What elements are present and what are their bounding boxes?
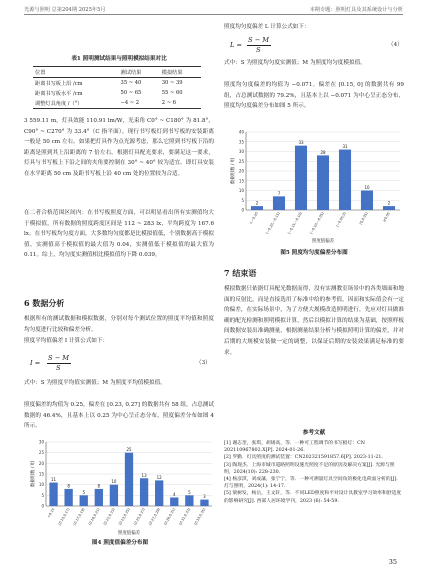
table-cell: 50 ~ 65 bbox=[120, 90, 142, 96]
page-number: 35 bbox=[388, 558, 397, 566]
y-tick-label: 15 bbox=[238, 178, 244, 184]
formula-numerator: S − M bbox=[248, 36, 269, 44]
left-paragraph-3: 根据所有的测试数据和模拟数据，分别对每个测试位置的照度平均值和照度均匀度进行比较和偏差分析。 bbox=[24, 316, 214, 333]
left-paragraph-2: 在二者合格范围区间内：在书写板照度方面，可以明显看出所有实测值均大于模拟值，所有数据的照度跨度区间是 112 ~ 283 lx，平均跨度为 167.6 lx。在书写板均匀度方面，大多数均匀度都是比模拟值低，个别数据高于模拟值。实测值高于模拟值的最大值为 0.04，实测值低于模拟值的最大值为 0.11。综上，均匀度实测值相比模拟值均下降 0.039。 bbox=[24, 210, 214, 259]
data-label: 12 bbox=[156, 474, 162, 480]
right-paragraph-1: 照度均匀度偏差 L 计算公式如下： bbox=[224, 24, 310, 30]
figure-4-caption: 图4 照度值偏差分布图 bbox=[91, 540, 149, 546]
x-tick-label: [0.31,0.33) bbox=[178, 507, 192, 526]
figure-4-chart bbox=[24, 436, 216, 536]
bar bbox=[185, 495, 193, 506]
data-label: 3 bbox=[203, 494, 206, 500]
y-tick-label: 25 bbox=[238, 158, 244, 164]
table-header-cell: 位置 bbox=[35, 69, 46, 76]
reference-item: [5] 梁树发，杨岳，王文轩，等．不同LED照度和平对设计具教室学习效率和舒适度的影响研究[J]. 西部人居环境学刊，2023 (6): 54-59. bbox=[224, 491, 402, 504]
y-tick-label: 10 bbox=[38, 482, 44, 488]
data-label: 11 bbox=[50, 477, 57, 483]
left-paragraph-1: 3 559.11 m，灯具效能 110.91 lm/W，光束角 C0° ~ C180° 为 81.8°，C90° ~ C270° 为 33.4°（C 指平面）。现行书写板灯到书写板的安装距离一般是 50 cm 左右。如果把灯具作为点光源考虑，那么它照到书写板下沿的距离是照到其上沿距离的 7 倍左右。根据灯具配光要求，要满足这一要求，灯具与书写板上下沿之间的夹角要控制在 30° ~ 40° 较为适宜。即灯具安装在水平距离 50 cm 及距书写板上沿 40 cm 处的位置较为合适。 bbox=[24, 118, 214, 177]
data-label: 13 bbox=[141, 472, 147, 478]
x-axis-label: 照度值偏差 bbox=[312, 239, 334, 244]
x-tick-label: [0.27,0.29) bbox=[148, 507, 162, 526]
data-label: 25 bbox=[126, 447, 132, 453]
equation-number-3: （3） bbox=[196, 360, 211, 366]
data-label: 28 bbox=[320, 149, 326, 155]
right-paragraph-3: 照度均匀度偏差的均值为 −0.071。偏差在 [0.15, 0] 的数据共有 99 组，占总测试数据的 79.2%，且基本上以 −0.071 为中心呈正态分布，照度均匀度偏差分布如图 5 所示。 bbox=[224, 82, 404, 110]
section-7-heading: 7 结束语 bbox=[224, 268, 257, 278]
formula-denominator: S bbox=[56, 364, 61, 372]
x-tick-label: [0.19,0.21) bbox=[87, 507, 101, 526]
table-cell: 35 ~ 40 bbox=[120, 80, 142, 86]
y-tick-label: 0 bbox=[241, 207, 244, 213]
figure-5-chart bbox=[224, 126, 404, 244]
data-label: 7 bbox=[277, 190, 281, 196]
data-label: 31 bbox=[342, 144, 348, 150]
table-header-cell: 测试结果 bbox=[120, 69, 142, 76]
y-tick-label: 10 bbox=[238, 188, 244, 193]
table1-caption: 表1 照明测试结果与照明模拟结果对比 bbox=[71, 56, 167, 62]
bar bbox=[317, 155, 329, 210]
x-tick-label: [0.29,0.31) bbox=[163, 507, 177, 526]
formula-denominator: S bbox=[256, 46, 261, 54]
data-label: 8 bbox=[97, 483, 101, 489]
data-label: 10 bbox=[364, 185, 370, 190]
bar bbox=[339, 150, 351, 210]
y-tick-label: 30 bbox=[38, 439, 44, 445]
left-paragraph-6: 照度偏差的均值为 0.25，偏差在 [0.23, 0.27] 的数据共有 58 组，占总测试数据的 46.4%，且基本上以 0.25 为中心呈正态分布，照度偏差分布如图 4 所示。 bbox=[24, 402, 214, 430]
x-tick-label: [−0.10,−0.05) bbox=[309, 211, 325, 235]
bar bbox=[155, 480, 163, 506]
equation-number-4: （4） bbox=[388, 42, 403, 48]
y-tick-label: 5 bbox=[241, 197, 244, 203]
x-tick-label: [−0.05,0) bbox=[335, 211, 347, 228]
data-label: 2 bbox=[255, 200, 259, 206]
x-tick-label: [−0.15,−0.10) bbox=[287, 211, 303, 235]
header-divider bbox=[24, 14, 403, 15]
x-tick-label: [0.33,0.35) bbox=[193, 507, 207, 526]
bar bbox=[273, 196, 285, 210]
y-tick-label: 30 bbox=[238, 149, 244, 154]
table-header-row bbox=[33, 67, 201, 78]
table-cell: 调整灯具角度 /（°） bbox=[35, 100, 83, 107]
x-tick-label: <0.15 bbox=[46, 507, 56, 519]
bar bbox=[295, 146, 307, 210]
table-row bbox=[33, 88, 201, 98]
reference-item: [1] 谢志奎，张琪，胡锡高，等．一种可工程调节的书写板灯：CN 202110967802.X[P]. 2024-01-26. bbox=[224, 441, 365, 454]
y-axis-label: 数据组数 / 组 bbox=[231, 157, 236, 185]
x-tick-label: [0,0.05) bbox=[358, 211, 369, 226]
y-tick-label: 40 bbox=[238, 129, 244, 135]
data-label: 2 bbox=[387, 200, 391, 206]
bar bbox=[80, 495, 88, 506]
right-paragraph-4: 模拟数据只依据灯具配光数据而得，没有实测教室场景中的各类墙面和地面的反射比，而是直接选用了标准中给的参考值，因而和实际值会有一定的偏差，在实际场景中，为了方便大规模改造照明进行，先应对灯具做准确的配光检测和照明模拟计算，然后以模拟计算的结果为基础，按照样板间数据安装出准确测量，根据测量结果分析与模拟照明计算的偏差，并对后期的大规模安装做一定的调整，以保证后期的安装效果满足标准的要求。 bbox=[224, 286, 404, 356]
reference-item: [2] 罗勤．灯具照度的测试装置：CN202321591857.6[P]. 2023-11-21. bbox=[224, 455, 383, 461]
bar bbox=[383, 206, 395, 210]
bar bbox=[95, 489, 103, 506]
formula-numerator: S − M bbox=[48, 354, 69, 362]
table-cell: 距离书写板上沿 /cm bbox=[35, 80, 83, 87]
y-tick-label: 20 bbox=[238, 168, 244, 174]
right-paragraph-2: 式中：S 为照度均匀度实测值；M 为照度均匀度模拟值。 bbox=[224, 60, 366, 66]
bar bbox=[49, 483, 57, 506]
table-cell: 2 ~ 6 bbox=[161, 100, 176, 106]
running-header-right: 本期专题：照明灯具及其系统设计与分析 bbox=[309, 7, 403, 13]
data-label: 10 bbox=[111, 479, 117, 485]
y-tick-label: 20 bbox=[38, 460, 44, 466]
bar bbox=[64, 489, 72, 506]
x-tick-label: [−0.20,−0.15) bbox=[265, 211, 281, 235]
y-tick-label: 25 bbox=[38, 450, 44, 456]
table-row bbox=[33, 98, 201, 109]
section-6-heading: 6 数据分析 bbox=[24, 298, 65, 308]
y-axis-label: 数据组数 / 组 bbox=[31, 460, 36, 488]
left-paragraph-4: 照度平均值偏差 I 计算公式如下： bbox=[24, 338, 109, 344]
reference-item: [3] 陶现杰．上海市城市道路照明设施光照度不足的原因及解决方案[J]. 光源与照明，2024(10): 228-230. bbox=[224, 462, 395, 475]
table-header-cell: 模拟结果 bbox=[161, 69, 183, 76]
y-tick-label: 15 bbox=[38, 471, 44, 477]
y-tick-label: 5 bbox=[41, 492, 44, 498]
x-tick-label: [0.15,0.17) bbox=[57, 507, 71, 526]
bar bbox=[170, 497, 178, 506]
data-label: 4 bbox=[172, 491, 176, 497]
x-axis-label: 照度值偏差 bbox=[118, 531, 140, 536]
formula-lhs: I = bbox=[30, 359, 41, 367]
bar bbox=[361, 191, 373, 211]
bar bbox=[140, 478, 148, 506]
figure-5-caption: 图5 照度均匀度偏差分布图 bbox=[280, 250, 348, 256]
table-cell: 距离书写板水平 /cm bbox=[35, 90, 83, 97]
x-tick-label: [0.17,0.19) bbox=[72, 507, 86, 526]
x-tick-label: [0.25,0.27) bbox=[133, 507, 146, 526]
x-tick-label: <−0.20 bbox=[248, 211, 259, 225]
left-paragraph-5: 式中：S 为照度平均值实测值；M 为照度平均值模拟值。 bbox=[24, 380, 166, 386]
bar bbox=[110, 485, 118, 506]
table1 bbox=[33, 66, 201, 109]
data-label: 33 bbox=[298, 140, 304, 146]
data-label: 8 bbox=[67, 483, 70, 489]
bar bbox=[251, 206, 263, 210]
x-tick-label: [0.23,0.25) bbox=[117, 507, 131, 526]
y-tick-label: 35 bbox=[238, 139, 244, 145]
x-tick-label: ≥0.05 bbox=[382, 211, 391, 223]
table-cell: 30 ~ 39 bbox=[161, 80, 183, 86]
table-cell: −4 ~ 2 bbox=[120, 100, 140, 106]
running-header-left: 光源与照明 总第204期 2025年5月 bbox=[24, 7, 106, 13]
x-tick-label: [0.21,0.23) bbox=[102, 507, 116, 526]
bar bbox=[125, 453, 133, 506]
table-cell: 55 ~ 60 bbox=[161, 90, 183, 96]
references-list bbox=[224, 440, 404, 505]
table-row bbox=[33, 78, 201, 89]
y-tick-label: 0 bbox=[41, 503, 44, 509]
data-label: 5 bbox=[82, 489, 86, 495]
references-title: 参考文献 bbox=[302, 430, 326, 436]
bar bbox=[200, 500, 208, 506]
formula-lhs: L = bbox=[230, 41, 242, 49]
reference-item: [4] 杨彦淇，刘成藩，张宁宁，等．一种可测量灯具空间角的极化电荷面分析的[J]. 灯与照明，2024(1): 14-17. bbox=[224, 477, 398, 490]
data-label: 5 bbox=[188, 489, 191, 495]
